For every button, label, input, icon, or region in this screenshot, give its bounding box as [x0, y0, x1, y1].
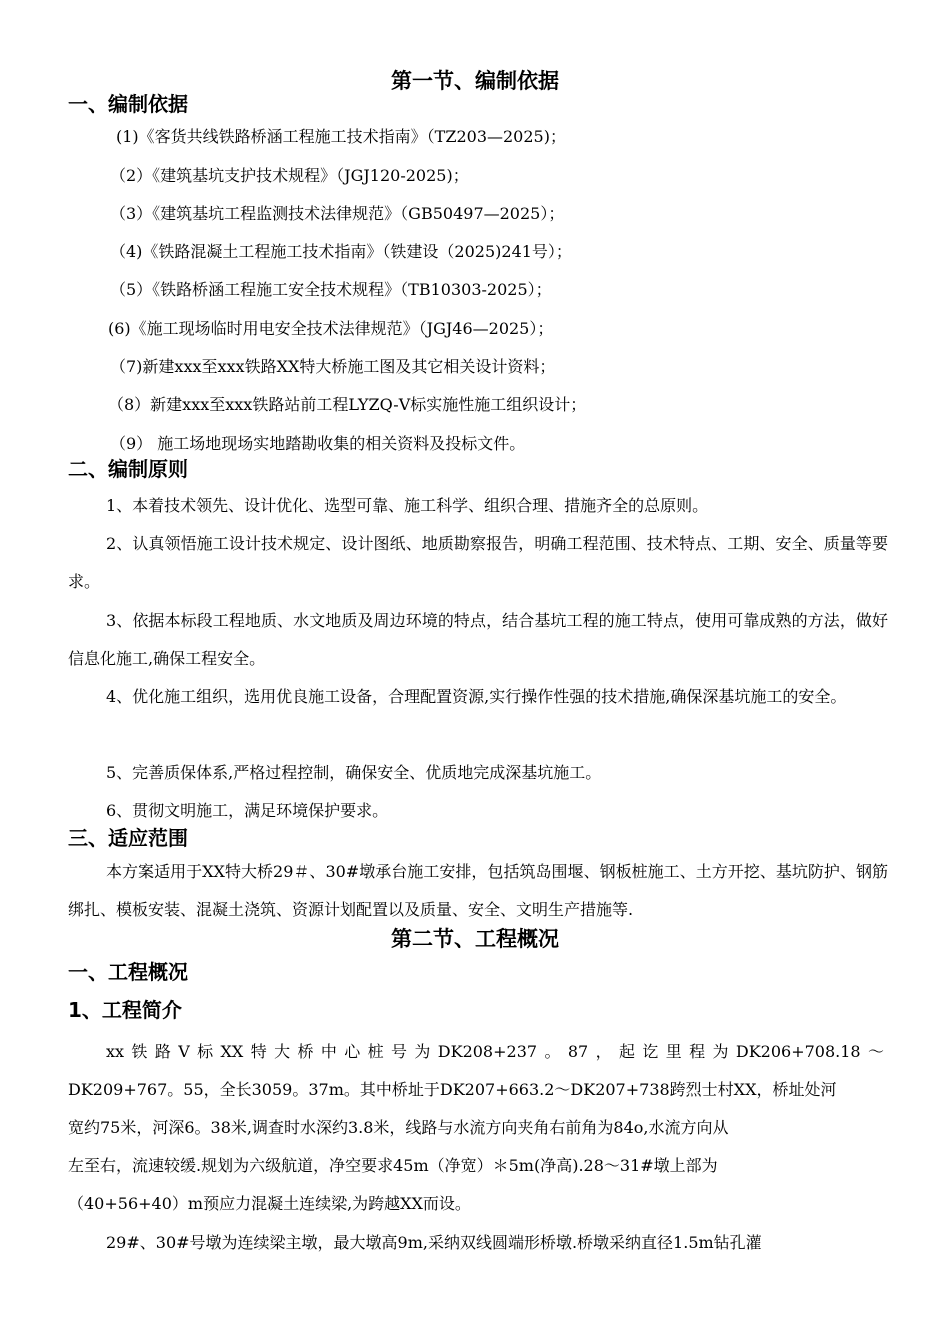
principle-item: 4、优化施工组织，选用优良施工设备，合理配置资源,实行操作性强的技术措施,确保深基坑施工的安全。: [106, 687, 847, 706]
intro-heading: 1、工程简介: [68, 998, 182, 1022]
principle-item: 3、依据本标段工程地质、水文地质及周边环境的特点，结合基坑工程的施工特点，使用可靠成熟的方法，做好信息化施工,确保工程安全。: [68, 611, 888, 668]
reference-item: （5）《铁路桥涵工程施工安全技术规程》（TB10303-2025）；: [110, 280, 552, 299]
principle-item: 6、贯彻文明施工，满足环境保护要求。: [106, 801, 389, 820]
principle-item: 5、完善质保体系,严格过程控制，确保安全、优质地完成深基坑施工。: [106, 763, 602, 782]
intro-line: 左至右，流速较缓.规划为六级航道，净空要求45m（净宽）＊5m(净高).28～31#墩上部为: [68, 1156, 718, 1175]
intro-line: xx铁路V标XX特大桥中心桩号为DK208+237。87，起讫里程为DK206+708.18～: [106, 1042, 884, 1061]
basis-heading: 一、编制依据: [68, 92, 188, 116]
section-2-title: 第二节、工程概况: [391, 927, 559, 951]
reference-item: （4)《铁路混凝土工程施工技术指南》（铁建设（2025)241号）；: [110, 242, 572, 261]
pier-text: 29#、30#号墩为连续梁主墩，最大墩高9m,采纳双线圆端形桥墩.桥墩采纳直径1.5m钻孔灌: [106, 1233, 762, 1252]
principles-heading: 二、编制原则: [68, 457, 188, 481]
intro-line: 宽约75米，河深6。38米,调查时水深约3.8米，线路与水流方向夹角右前角为84o,水流方向从: [68, 1118, 729, 1137]
reference-item: （9） 施工场地现场实地踏勘收集的相关资料及投标文件。: [110, 434, 526, 453]
intro-line: DK209+767。55，全长3059。37m。其中桥址于DK207+663.2～DK207+738跨烈士村XX，桥址处河: [68, 1080, 837, 1099]
principle-item: 2、认真领悟施工设计技术规定、设计图纸、地质勘察报告，明确工程范围、技术特点、工期、安全、质量等要求。: [68, 534, 888, 591]
section-1-title: 第一节、编制依据: [391, 69, 559, 93]
scope-text: 本方案适用于XX特大桥29＃、30#墩承台施工安排，包括筑岛围堰、钢板桩施工、土方开挖、基坑防护、钢筋绑扎、模板安装、混凝土浇筑、资源计划配置以及质量、安全、文明生产措施等.: [68, 862, 888, 919]
reference-item: (6)《施工现场临时用电安全技术法律规范》（JGJ46—2025）；: [108, 319, 554, 338]
intro-line: （40+56+40）m预应力混凝土连续梁,为跨越XX而设。: [68, 1194, 471, 1213]
reference-item: （2）《建筑基坑支护技术规程》（JGJ120-2025)；: [110, 166, 469, 185]
reference-item: (1)《客货共线铁路桥涵工程施工技术指南》（TZ203—2025)；: [116, 127, 566, 146]
reference-item: （8）新建xxx至xxx铁路站前工程LYZQ-Ⅴ标实施性施工组织设计；: [108, 395, 587, 414]
reference-item: （3）《建筑基坑工程监测技术法律规范》（GB50497—2025）；: [110, 204, 565, 223]
principle-item: 1、本着技术领先、设计优化、选型可靠、施工科学、组织合理、措施齐全的总原则。: [106, 496, 709, 515]
reference-item: （7)新建xxx至xxx铁路XX特大桥施工图及其它相关设计资料；: [110, 357, 556, 376]
scope-heading: 三、适应范围: [68, 826, 188, 850]
overview-heading: 一、工程概况: [68, 960, 188, 984]
